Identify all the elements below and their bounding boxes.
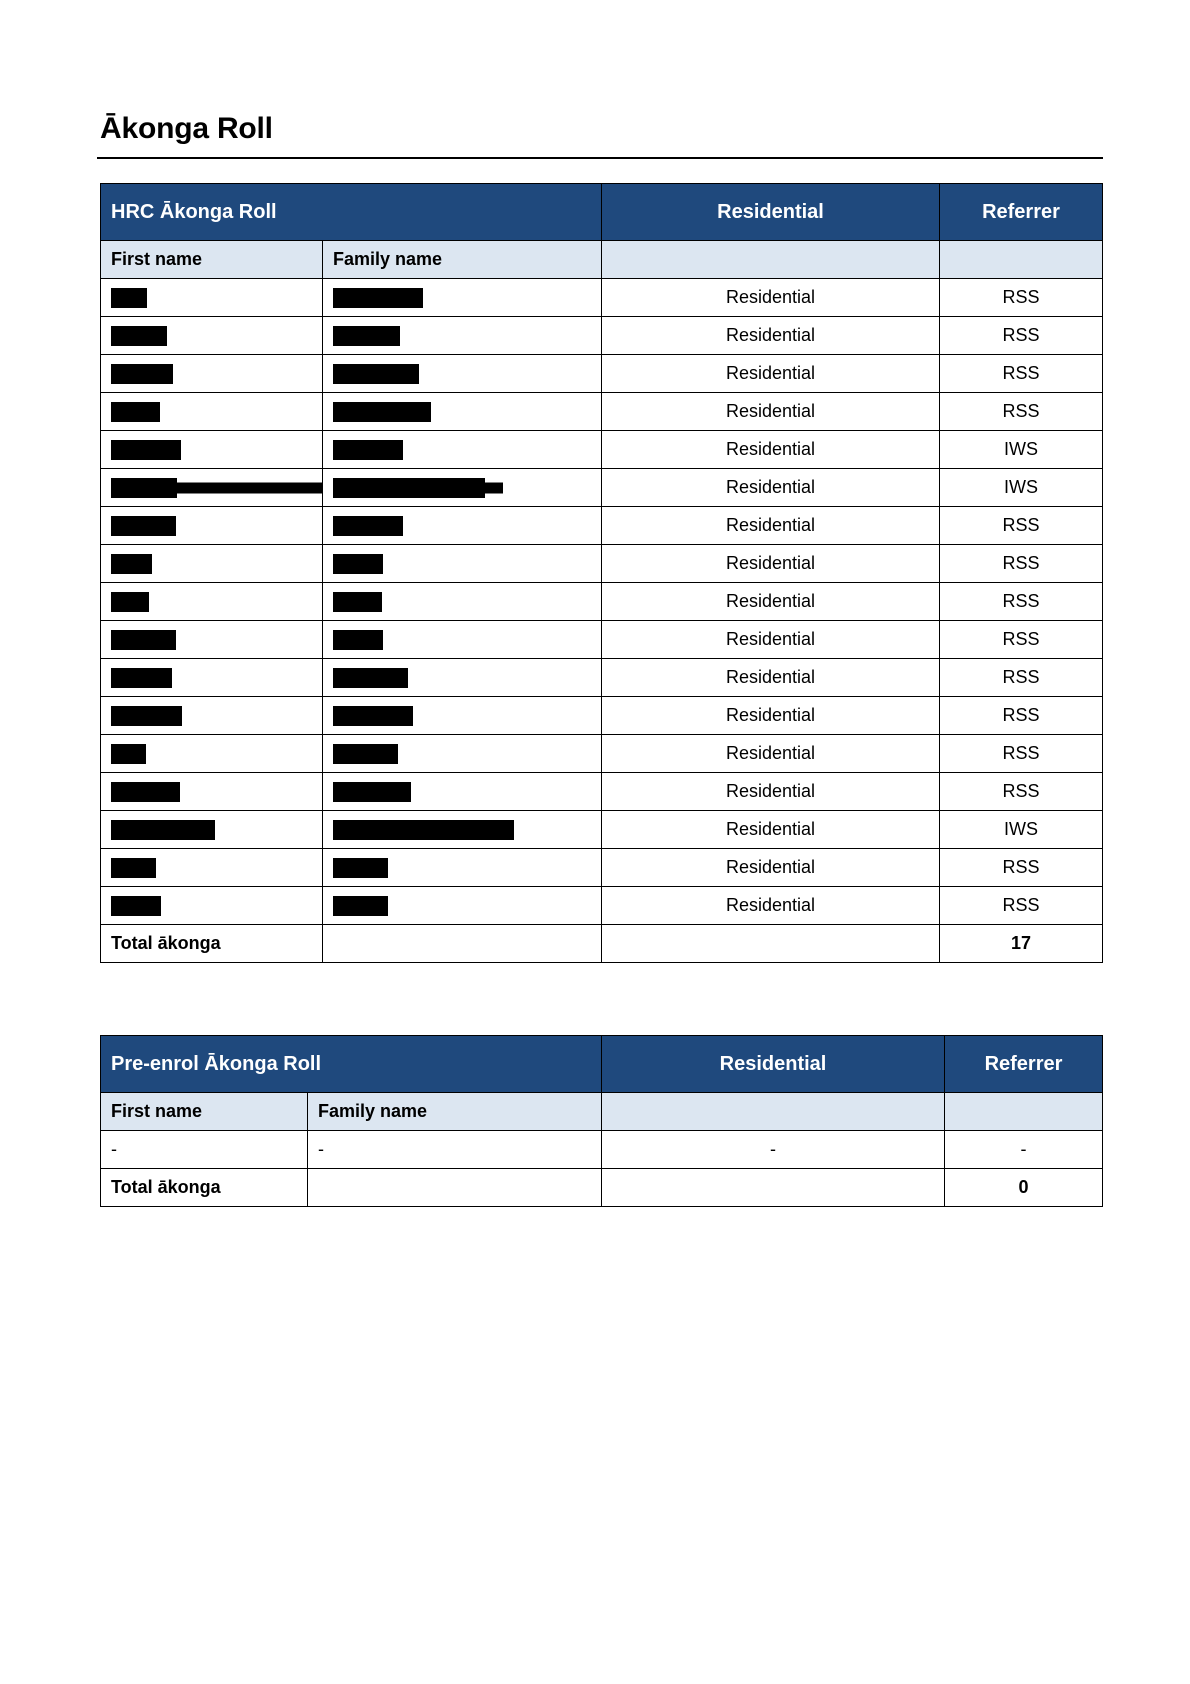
referrer-cell: RSS xyxy=(940,583,1103,621)
redaction-bar xyxy=(333,478,485,498)
total-row xyxy=(101,925,1103,963)
first-name-cell-redacted xyxy=(101,545,323,583)
empty-cell xyxy=(940,241,1103,279)
referrer-cell: RSS xyxy=(940,621,1103,659)
family-name-cell-redacted xyxy=(323,697,602,735)
redaction-bar xyxy=(171,482,323,493)
first-name-cell-redacted xyxy=(101,697,323,735)
family-name-cell-redacted xyxy=(323,469,602,507)
family-name-cell-redacted xyxy=(323,317,602,355)
table-row xyxy=(101,773,1103,811)
first-name-cell-redacted xyxy=(101,659,323,697)
referrer-cell: IWS xyxy=(940,811,1103,849)
family-name-cell-redacted xyxy=(323,887,602,925)
table-header-row xyxy=(101,1036,1103,1093)
residential-cell: Residential xyxy=(602,393,940,431)
redaction-bar xyxy=(473,482,503,493)
redaction-bar xyxy=(333,402,431,422)
table-header-row xyxy=(101,184,1103,241)
redaction-bar xyxy=(333,516,403,536)
first-name-cell-redacted xyxy=(101,735,323,773)
page-title: Ākonga Roll xyxy=(100,112,273,145)
residential-cell: Residential xyxy=(602,773,940,811)
redaction-bar xyxy=(111,744,146,764)
redaction-bar xyxy=(333,782,411,802)
total-row xyxy=(101,1169,1103,1207)
table-title: HRC Ākonga Roll xyxy=(101,184,602,241)
referrer-cell: RSS xyxy=(940,279,1103,317)
total-label: Total ākonga xyxy=(101,1169,308,1207)
redaction-bar xyxy=(111,516,176,536)
empty-cell xyxy=(602,1093,945,1131)
family-name-cell-redacted xyxy=(323,621,602,659)
family-name-cell-redacted xyxy=(323,583,602,621)
redaction-bar xyxy=(111,402,160,422)
column-header-family-name: Family name xyxy=(323,241,602,279)
family-name-cell-redacted xyxy=(323,849,602,887)
total-label: Total ākonga xyxy=(101,925,323,963)
column-header-family-name: Family name xyxy=(308,1093,602,1131)
column-header-referrer: Referrer xyxy=(940,184,1103,241)
redaction-bar xyxy=(111,478,177,498)
column-header-referrer: Referrer xyxy=(945,1036,1103,1093)
redaction-bar xyxy=(111,440,181,460)
family-name-cell-redacted xyxy=(323,659,602,697)
table-row xyxy=(101,431,1103,469)
residential-cell: Residential xyxy=(602,811,940,849)
preenrol-akonga-roll-table xyxy=(100,1035,1103,1207)
empty-cell xyxy=(602,241,940,279)
first-name-cell-redacted xyxy=(101,621,323,659)
redaction-bar xyxy=(333,820,514,840)
family-name-cell-redacted xyxy=(323,773,602,811)
empty-cell xyxy=(945,1093,1103,1131)
first-name-cell-redacted xyxy=(101,393,323,431)
family-name-cell-redacted xyxy=(323,355,602,393)
table-row xyxy=(101,545,1103,583)
residential-cell: - xyxy=(602,1131,945,1169)
first-name-cell-redacted xyxy=(101,773,323,811)
referrer-cell: - xyxy=(945,1131,1103,1169)
title-divider xyxy=(97,157,1103,159)
table-row xyxy=(101,659,1103,697)
first-name-cell-redacted xyxy=(101,887,323,925)
referrer-cell: RSS xyxy=(940,659,1103,697)
referrer-cell: RSS xyxy=(940,887,1103,925)
residential-cell: Residential xyxy=(602,697,940,735)
first-name-cell-redacted xyxy=(101,431,323,469)
empty-cell xyxy=(323,925,602,963)
family-name-cell-redacted xyxy=(323,393,602,431)
residential-cell: Residential xyxy=(602,545,940,583)
referrer-cell: RSS xyxy=(940,697,1103,735)
residential-cell: Residential xyxy=(602,849,940,887)
redaction-bar xyxy=(111,630,176,650)
redaction-bar xyxy=(333,706,413,726)
residential-cell: Residential xyxy=(602,355,940,393)
referrer-cell: RSS xyxy=(940,393,1103,431)
table-row xyxy=(101,583,1103,621)
table-row xyxy=(101,507,1103,545)
redaction-bar xyxy=(333,440,403,460)
table-row xyxy=(101,469,1103,507)
redaction-bar xyxy=(333,668,408,688)
table-subheader-row xyxy=(101,241,1103,279)
redaction-bar xyxy=(111,820,215,840)
redaction-bar xyxy=(333,744,398,764)
residential-cell: Residential xyxy=(602,431,940,469)
family-name-cell-redacted xyxy=(323,279,602,317)
first-name-cell-redacted xyxy=(101,507,323,545)
column-header-residential: Residential xyxy=(602,1036,945,1093)
redaction-bar xyxy=(111,592,149,612)
family-name-cell-redacted xyxy=(323,545,602,583)
table-row xyxy=(101,811,1103,849)
referrer-cell: RSS xyxy=(940,317,1103,355)
redaction-bar xyxy=(333,858,388,878)
first-name-cell-redacted xyxy=(101,317,323,355)
redaction-bar xyxy=(333,630,383,650)
total-value: 17 xyxy=(940,925,1103,963)
redaction-bar xyxy=(111,782,180,802)
residential-cell: Residential xyxy=(602,507,940,545)
first-name-cell-redacted xyxy=(101,355,323,393)
table-row xyxy=(101,279,1103,317)
residential-cell: Residential xyxy=(602,659,940,697)
column-header-residential: Residential xyxy=(602,184,940,241)
referrer-cell: RSS xyxy=(940,545,1103,583)
family-name-cell-redacted xyxy=(323,431,602,469)
redaction-bar xyxy=(111,668,172,688)
residential-cell: Residential xyxy=(602,279,940,317)
referrer-cell: IWS xyxy=(940,469,1103,507)
table-subheader-row xyxy=(101,1093,1103,1131)
first-name-cell-redacted xyxy=(101,811,323,849)
table-row xyxy=(101,849,1103,887)
residential-cell: Residential xyxy=(602,317,940,355)
table-row xyxy=(101,393,1103,431)
first-name-cell-redacted xyxy=(101,469,323,507)
first-name-cell: - xyxy=(101,1131,308,1169)
table-row xyxy=(101,317,1103,355)
referrer-cell: RSS xyxy=(940,735,1103,773)
first-name-cell-redacted xyxy=(101,279,323,317)
referrer-cell: RSS xyxy=(940,773,1103,811)
total-value: 0 xyxy=(945,1169,1103,1207)
residential-cell: Residential xyxy=(602,887,940,925)
table-row xyxy=(101,621,1103,659)
empty-cell xyxy=(308,1169,602,1207)
empty-cell xyxy=(602,1169,945,1207)
redaction-bar xyxy=(333,592,382,612)
referrer-cell: RSS xyxy=(940,849,1103,887)
table-title: Pre-enrol Ākonga Roll xyxy=(101,1036,602,1093)
redaction-bar xyxy=(111,288,147,308)
redaction-bar xyxy=(333,326,400,346)
table-row xyxy=(101,735,1103,773)
family-name-cell: - xyxy=(308,1131,602,1169)
table-row xyxy=(101,1131,1103,1169)
redaction-bar xyxy=(111,706,182,726)
redaction-bar xyxy=(111,326,167,346)
residential-cell: Residential xyxy=(602,583,940,621)
table-row xyxy=(101,887,1103,925)
family-name-cell-redacted xyxy=(323,735,602,773)
residential-cell: Residential xyxy=(602,621,940,659)
redaction-bar xyxy=(333,896,388,916)
redaction-bar xyxy=(111,364,173,384)
residential-cell: Residential xyxy=(602,469,940,507)
referrer-cell: RSS xyxy=(940,355,1103,393)
table-row xyxy=(101,355,1103,393)
table-row xyxy=(101,697,1103,735)
referrer-cell: RSS xyxy=(940,507,1103,545)
family-name-cell-redacted xyxy=(323,507,602,545)
redaction-bar xyxy=(333,288,423,308)
redaction-bar xyxy=(333,554,383,574)
column-header-first-name: First name xyxy=(101,241,323,279)
empty-cell xyxy=(602,925,940,963)
redaction-bar xyxy=(111,858,156,878)
redaction-bar xyxy=(111,896,161,916)
first-name-cell-redacted xyxy=(101,849,323,887)
column-header-first-name: First name xyxy=(101,1093,308,1131)
hrc-akonga-roll-table xyxy=(100,183,1103,963)
redaction-bar xyxy=(333,364,419,384)
residential-cell: Residential xyxy=(602,735,940,773)
family-name-cell-redacted xyxy=(323,811,602,849)
redaction-bar xyxy=(111,554,152,574)
referrer-cell: IWS xyxy=(940,431,1103,469)
first-name-cell-redacted xyxy=(101,583,323,621)
